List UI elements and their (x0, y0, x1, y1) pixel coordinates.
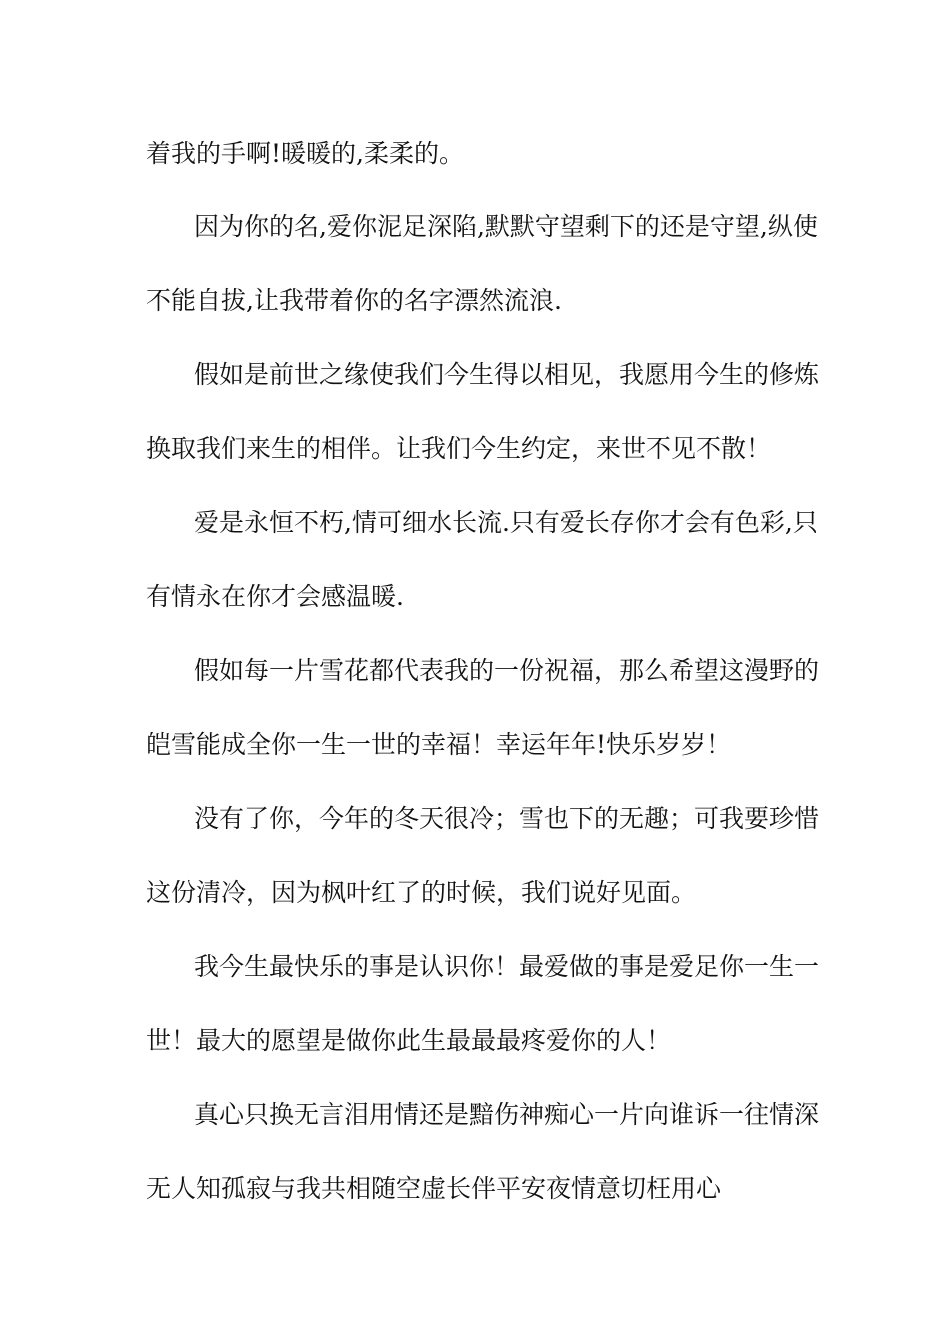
paragraph-8-line-2: 无人知孤寂与我共相随空虚长伴平安夜情意切枉用心 (146, 1174, 722, 1203)
paragraph-8-line-1: 真心只换无言泪用情还是黯伤神痴心一片向谁诉一往情深 (194, 1100, 820, 1129)
paragraph-2-line-1: 因为你的名,爱你泥足深陷,默默守望剩下的还是守望,纵使 (194, 212, 818, 241)
paragraph-3-line-2: 换取我们来生的相伴。让我们今生约定，来世不见不散！ (146, 434, 772, 463)
paragraph-7-line-2: 世！最大的愿望是做你此生最最最疼爱你的人！ (146, 1026, 672, 1055)
paragraph-1-line-1: 着我的手啊!暖暖的,柔柔的。 (146, 139, 464, 168)
paragraph-5-line-2: 皑雪能成全你一生一世的幸福！幸运年年!快乐岁岁！ (146, 730, 732, 759)
paragraph-6-line-2: 这份清冷，因为枫叶红了的时候，我们说好见面。 (146, 878, 697, 907)
paragraph-3-line-1: 假如是前世之缘使我们今生得以相见，我愿用今生的修炼 (194, 360, 820, 389)
paragraph-6-line-1: 没有了你，今年的冬天很冷；雪也下的无趣；可我要珍惜 (194, 804, 820, 833)
paragraph-4-line-2: 有情永在你才会感温暖. (146, 582, 404, 611)
paragraph-7-line-1: 我今生最快乐的事是认识你！最爱做的事是爱足你一生一 (194, 952, 820, 981)
paragraph-2-line-2: 不能自拔,让我带着你的名字漂然流浪. (146, 286, 562, 315)
paragraph-4-line-1: 爱是永恒不朽,情可细水长流.只有爱长存你才会有色彩,只 (194, 508, 818, 537)
paragraph-5-line-1: 假如每一片雪花都代表我的一份祝福，那么希望这漫野的 (194, 656, 820, 685)
